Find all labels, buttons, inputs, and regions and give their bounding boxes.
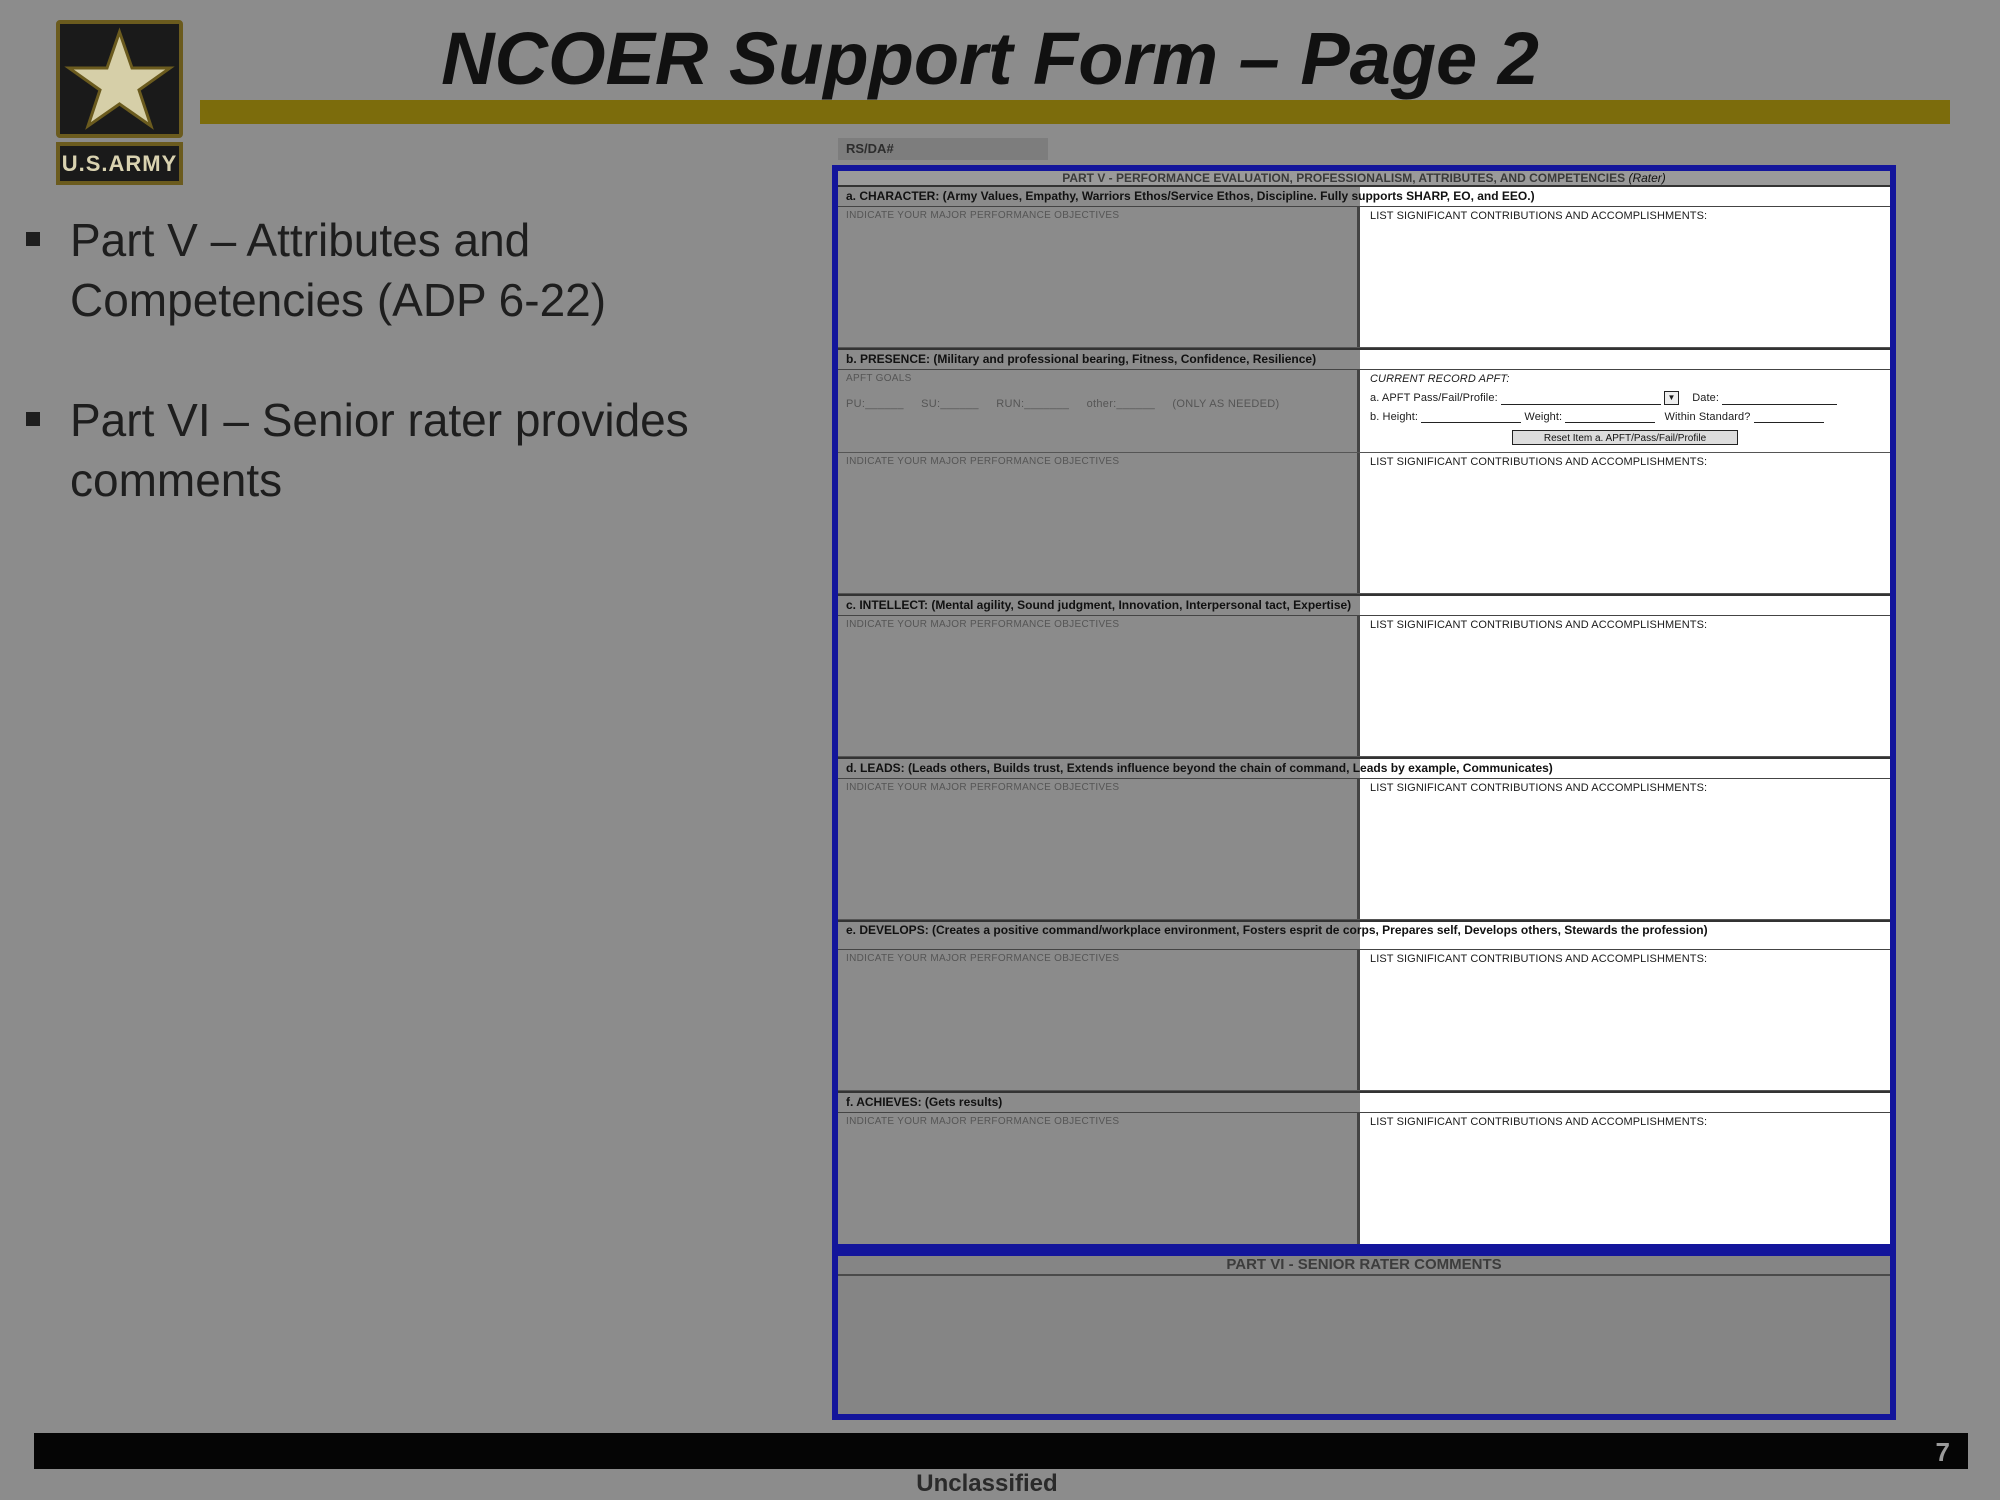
- objectives-field[interactable]: INDICATE YOUR MAJOR PERFORMANCE OBJECTIVES: [838, 1113, 1360, 1248]
- objectives-field[interactable]: INDICATE YOUR MAJOR PERFORMANCE OBJECTIVES: [838, 616, 1360, 756]
- title-accent-bar: [200, 100, 1950, 124]
- section-intellect-title: c. INTELLECT: (Mental agility, Sound judgment, Innovation, Interpersonal tact, Expertise): [838, 594, 1890, 616]
- contributions-field[interactable]: LIST SIGNIFICANT CONTRIBUTIONS AND ACCOMPLISHMENTS:: [1360, 1113, 1890, 1248]
- section-achieves-title: f. ACHIEVES: (Gets results): [838, 1091, 1890, 1113]
- section-presence-row: [838, 453, 1890, 594]
- weight-label: Weight:: [1524, 411, 1563, 423]
- weight-input[interactable]: [1565, 411, 1655, 423]
- slide-title: NCOER Support Form – Page 2: [441, 17, 1539, 100]
- section-achieves-row: [838, 1113, 1890, 1248]
- section-develops-row: [838, 950, 1890, 1091]
- objectives-field[interactable]: INDICATE YOUR MAJOR PERFORMANCE OBJECTIVES: [838, 950, 1360, 1090]
- reset-apft-button[interactable]: Reset Item a. APFT/Pass/Fail/Profile: [1512, 430, 1738, 445]
- current-apft-block: [1360, 370, 1890, 452]
- height-weight-line: [1370, 411, 1880, 425]
- bullet-item: [24, 390, 784, 510]
- apft-goals-field[interactable]: [838, 370, 1360, 452]
- section-presence-title: b. PRESENCE: (Military and professional bearing, Fitness, Confidence, Resilience): [838, 348, 1890, 370]
- apft-score-fields: [846, 398, 1349, 410]
- bullet-text: Part VI – Senior rater provides comments: [70, 394, 689, 506]
- section-character-title: a. CHARACTER: (Army Values, Empathy, Warriors Ethos/Service Ethos, Discipline. Fully supports SHARP, EO, and EEO.): [838, 185, 1890, 207]
- form-id-field: RS/DA#: [838, 138, 1048, 160]
- apft-pass-fail-label: a. APFT Pass/Fail/Profile:: [1370, 391, 1498, 404]
- section-character-row: [838, 207, 1890, 348]
- part6-title: PART VI - SENIOR RATER COMMENTS: [838, 1256, 1890, 1276]
- section-leads-title: d. LEADS: (Leads others, Builds trust, Extends influence beyond the chain of command, Leads by example, Communicates): [838, 757, 1890, 779]
- bullet-mark-icon: [26, 232, 40, 246]
- apft-date-label: Date:: [1692, 391, 1719, 404]
- objectives-field[interactable]: INDICATE YOUR MAJOR PERFORMANCE OBJECTIVES: [838, 207, 1360, 347]
- section-intellect-row: [838, 616, 1890, 757]
- objectives-field[interactable]: INDICATE YOUR MAJOR PERFORMANCE OBJECTIVES: [838, 779, 1360, 919]
- apft-row: [838, 370, 1890, 453]
- part5-form: [832, 165, 1896, 1250]
- apft-su[interactable]: SU:______: [921, 398, 979, 410]
- objectives-field[interactable]: INDICATE YOUR MAJOR PERFORMANCE OBJECTIVES: [838, 453, 1360, 593]
- within-standard-label: Within Standard?: [1664, 411, 1751, 423]
- contributions-field[interactable]: LIST SIGNIFICANT CONTRIBUTIONS AND ACCOMPLISHMENTS:: [1360, 453, 1890, 593]
- contributions-field[interactable]: LIST SIGNIFICANT CONTRIBUTIONS AND ACCOMPLISHMENTS:: [1360, 779, 1890, 919]
- part5-header: [838, 171, 1890, 185]
- apft-run[interactable]: RUN:_______: [996, 398, 1070, 410]
- footer-bar: [34, 1433, 1968, 1469]
- apft-only-as-needed: (ONLY AS NEEDED): [1172, 398, 1280, 410]
- part5-title: PART V - PERFORMANCE EVALUATION, PROFESSIONALISM, ATTRIBUTES, AND COMPETENCIES: [1062, 171, 1626, 185]
- apft-pass-fail-line: [1370, 391, 1880, 405]
- part5-rater: (Rater): [1628, 171, 1666, 185]
- part6-form: [832, 1250, 1896, 1420]
- army-logo: [56, 20, 183, 185]
- senior-rater-comments-field[interactable]: [838, 1276, 1890, 1406]
- apft-goals-label: APFT GOALS: [846, 373, 912, 384]
- contributions-field[interactable]: LIST SIGNIFICANT CONTRIBUTIONS AND ACCOMPLISHMENTS:: [1360, 616, 1890, 756]
- section-develops-title: e. DEVELOPS: (Creates a positive command/workplace environment, Fosters esprit de corps, Prepares self, Develops others, Stewards the profession): [838, 920, 1890, 950]
- bullet-text: Part V – Attributes and Competencies (ADP 6-22): [70, 214, 607, 326]
- within-standard-input[interactable]: [1754, 411, 1824, 423]
- contributions-field[interactable]: LIST SIGNIFICANT CONTRIBUTIONS AND ACCOMPLISHMENTS:: [1360, 950, 1890, 1090]
- bullet-mark-icon: [26, 412, 40, 426]
- height-input[interactable]: [1421, 411, 1521, 423]
- bullet-list: [24, 210, 784, 570]
- apft-pu[interactable]: PU:______: [846, 398, 904, 410]
- apft-other[interactable]: other:______: [1086, 398, 1156, 410]
- chevron-down-icon[interactable]: ▼: [1664, 391, 1679, 405]
- apft-date-input[interactable]: [1722, 393, 1837, 405]
- army-star-icon: [56, 20, 183, 138]
- logo-wordmark: U.S.ARMY: [56, 142, 183, 185]
- section-leads-row: [838, 779, 1890, 920]
- classification-label: Unclassified: [916, 1470, 1058, 1497]
- page-number: 7: [1935, 1437, 1950, 1467]
- contributions-field[interactable]: LIST SIGNIFICANT CONTRIBUTIONS AND ACCOMPLISHMENTS:: [1360, 207, 1890, 347]
- bullet-item: [24, 210, 784, 330]
- height-label: b. Height:: [1370, 411, 1419, 423]
- apft-pass-fail-select[interactable]: [1501, 393, 1661, 405]
- current-apft-label: CURRENT RECORD APFT:: [1370, 373, 1510, 385]
